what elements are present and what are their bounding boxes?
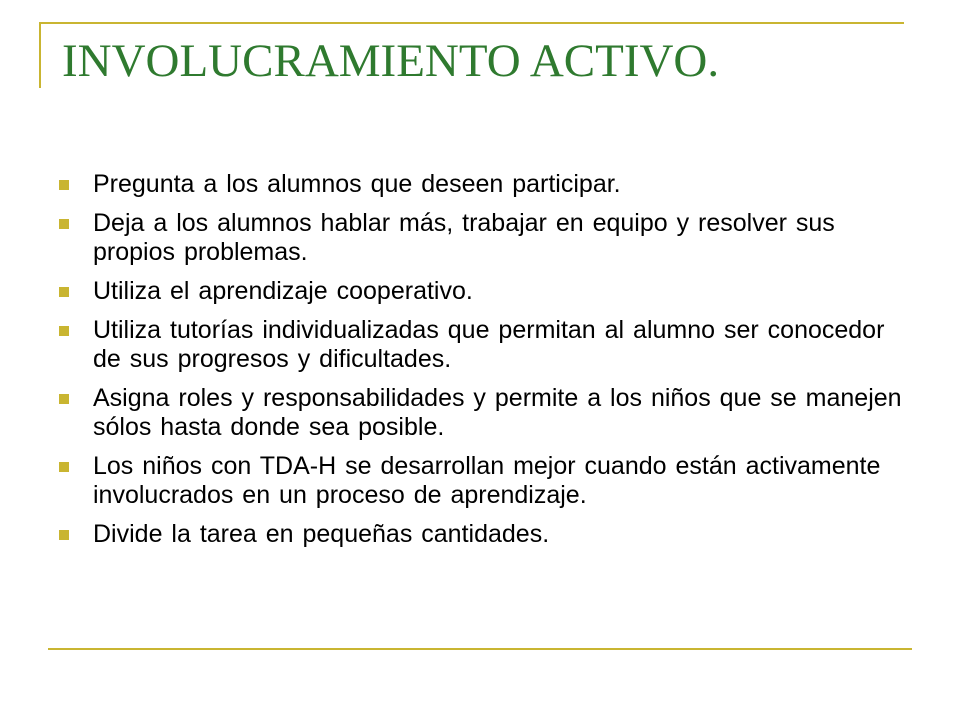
bullet-text: Asigna roles y responsabilidades y permite a los niños que se manejen sólos hasta donde sea posible. [93,384,902,441]
bullet-item [56,316,906,374]
square-bullet-icon [59,394,69,404]
bullet-item [56,384,906,442]
left-border-line [39,22,41,88]
bullet-text: Deja a los alumnos hablar más, trabajar en equipo y resolver sus propios problemas. [93,209,835,266]
bullet-item [56,452,906,510]
slide-title: INVOLUCRAMIENTO ACTIVO. [62,35,720,87]
bullet-text: Divide la tarea en pequeñas cantidades. [93,520,550,548]
bullet-item [56,170,906,199]
bullet-item [56,277,906,306]
bullet-text: Los niños con TDA-H se desarrollan mejor cuando están activamente involucrados en un proceso de aprendizaje. [93,452,881,509]
square-bullet-icon [59,530,69,540]
square-bullet-icon [59,219,69,229]
top-border-line [40,22,904,24]
bullet-text: Pregunta a los alumnos que deseen participar. [93,170,621,198]
square-bullet-icon [59,180,69,190]
square-bullet-icon [59,326,69,336]
bullet-text: Utiliza el aprendizaje cooperativo. [93,277,473,305]
square-bullet-icon [59,287,69,297]
bottom-border-line [48,648,912,650]
square-bullet-icon [59,462,69,472]
bullet-item [56,520,906,549]
bullet-list [56,170,906,559]
bullet-item [56,209,906,267]
bullet-text: Utiliza tutorías individualizadas que permitan al alumno ser conocedor de sus progresos y dificultades. [93,316,885,373]
